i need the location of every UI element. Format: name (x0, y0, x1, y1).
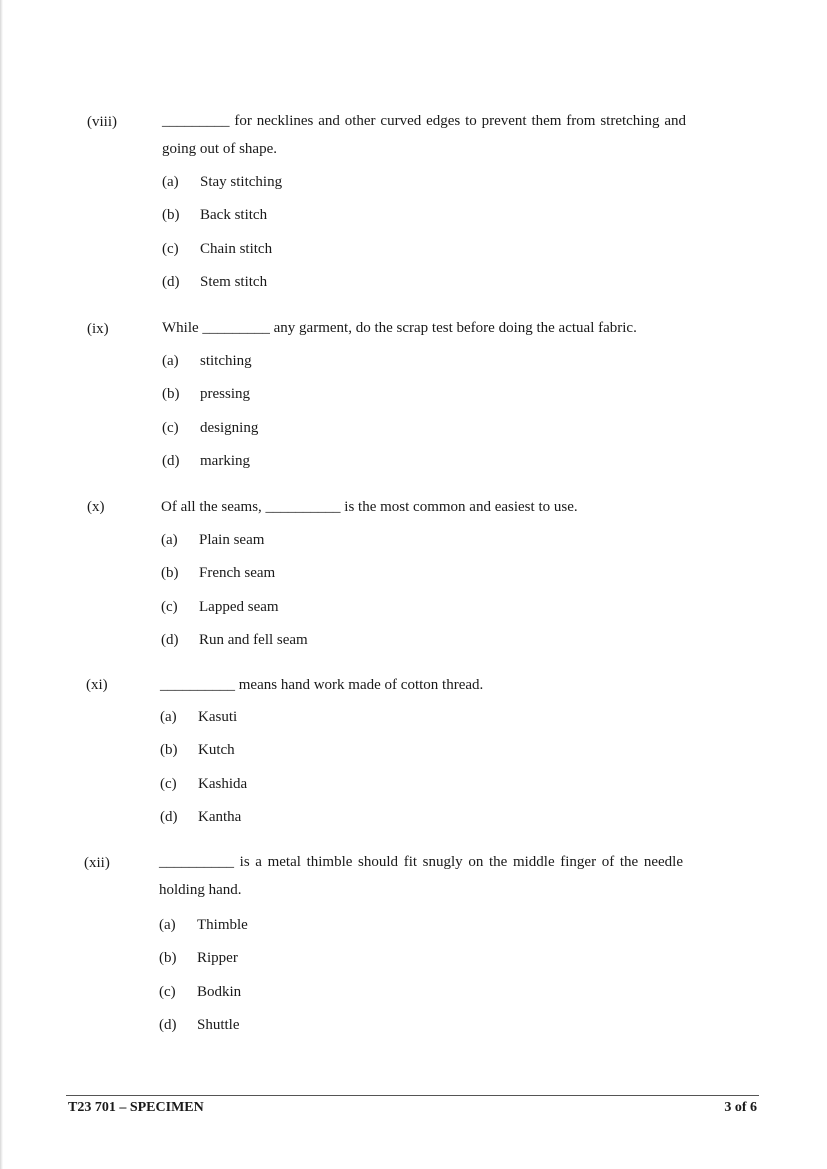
option-text: Lapped seam (199, 598, 279, 615)
option-text: stitching (200, 353, 252, 369)
option-text: Chain stitch (200, 240, 273, 257)
question-number: (ix) (87, 321, 109, 337)
option-d (161, 630, 308, 663)
option-text: Stem stitch (200, 273, 268, 290)
footer-divider (66, 1095, 759, 1096)
option-d (159, 1015, 248, 1048)
option-text: French seam (199, 565, 276, 582)
footer-page-number: 3 of 6 (724, 1100, 757, 1115)
option-label: (a) (162, 353, 179, 369)
option-label: (c) (162, 419, 179, 436)
option-text: Kashida (198, 775, 248, 792)
option-a (161, 530, 308, 563)
option-label: (a) (160, 709, 177, 725)
question-text: __________ means hand work made of cotton thread. (160, 677, 484, 693)
option-label: (a) (161, 532, 178, 548)
question-text: While _________ any garment, do the scrap test before doing the actual fabric. (162, 320, 637, 336)
option-text: Plain seam (199, 532, 265, 548)
option-text: Ripper (197, 950, 238, 967)
option-label: (a) (162, 174, 179, 190)
option-text: Back stitch (200, 207, 268, 224)
options-list (161, 530, 308, 663)
option-text: Kantha (198, 808, 242, 825)
option-label: (d) (160, 808, 178, 825)
options-list (162, 172, 282, 305)
option-a (159, 915, 248, 948)
option-text: Kasuti (198, 709, 238, 725)
option-text: Kutch (198, 742, 235, 759)
option-label: (d) (162, 452, 180, 469)
options-list (160, 707, 247, 840)
option-label: (c) (160, 775, 177, 792)
option-text: Stay stitching (200, 174, 283, 190)
option-text: Shuttle (197, 1016, 240, 1033)
option-d (160, 807, 247, 840)
option-text: marking (200, 452, 250, 469)
option-label: (d) (159, 1016, 177, 1033)
options-list (162, 351, 258, 484)
option-c (162, 418, 258, 451)
option-text: Thimble (197, 917, 248, 933)
question-number: (xii) (84, 855, 110, 871)
option-a (160, 707, 247, 740)
option-d (162, 272, 282, 305)
option-label: (b) (162, 207, 180, 224)
option-b (160, 740, 247, 773)
option-text: Bodkin (197, 983, 242, 1000)
question-number: (xi) (86, 677, 108, 693)
option-b (161, 563, 308, 596)
option-d (162, 451, 258, 484)
option-b (159, 948, 248, 981)
page-edge-shadow (0, 0, 3, 1169)
option-label: (b) (159, 950, 177, 967)
option-label: (d) (161, 631, 179, 648)
option-a (162, 172, 282, 205)
option-c (162, 239, 282, 272)
option-label: (a) (159, 917, 176, 933)
option-label: (b) (160, 742, 178, 759)
option-label: (c) (161, 598, 178, 615)
option-b (162, 384, 258, 417)
option-label: (b) (162, 386, 180, 403)
option-c (161, 597, 308, 630)
option-c (160, 774, 247, 807)
question-text: __________ is a metal thimble should fit snugly on the middle finger of the needle holding hand. (159, 854, 683, 898)
question-number: (viii) (87, 114, 117, 130)
question-text: Of all the seams, __________ is the most common and easiest to use. (161, 499, 578, 515)
option-text: Run and fell seam (199, 631, 308, 648)
footer-paper-code: T23 701 – SPECIMEN (68, 1100, 204, 1115)
option-a (162, 351, 258, 384)
option-b (162, 205, 282, 238)
option-label: (c) (162, 240, 179, 257)
question-text: _________ for necklines and other curved edges to prevent them from stretching and going out of shape. (162, 113, 686, 157)
option-label: (d) (162, 273, 180, 290)
option-label: (c) (159, 983, 176, 1000)
option-label: (b) (161, 565, 179, 582)
options-list (159, 915, 248, 1048)
option-text: pressing (200, 386, 250, 403)
question-number: (x) (87, 499, 105, 515)
option-text: designing (200, 419, 259, 436)
option-c (159, 982, 248, 1015)
